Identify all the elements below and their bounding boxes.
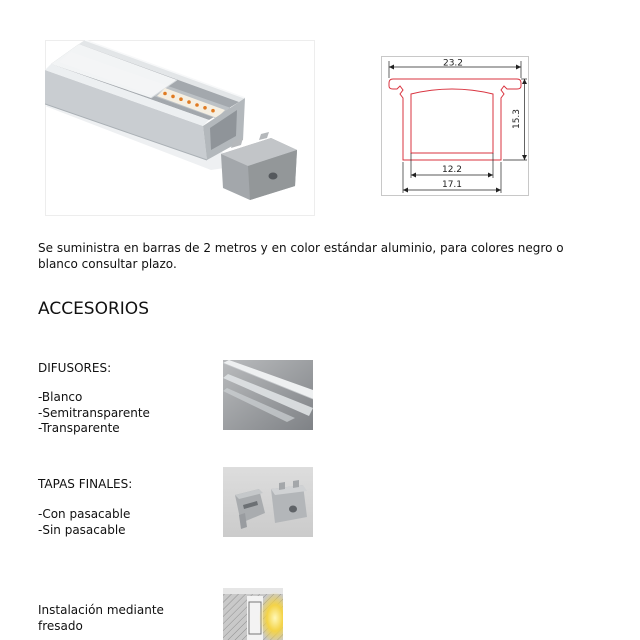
cable-hole [269,173,278,180]
description-line-1: Se suministra en barras de 2 metros y en color estándar aluminio, para colores negro o [38,241,564,255]
description-line-2: blanco consultar plazo. [38,257,177,271]
list-item: -Con pasacable [38,507,131,521]
cap-tab [279,482,285,490]
milled-installation-illustration [223,588,283,640]
list-item: -Blanco [38,390,83,404]
led-dot [187,100,191,104]
end-caps-illustration [223,467,313,537]
led-dot [171,95,175,99]
led-dot [211,109,215,113]
dim-outer-width-label: 17.1 [441,180,463,190]
diffuser-strips-illustration [223,360,313,430]
diffusers-heading: DIFUSORES: [38,361,112,375]
list-item: -Transparente [38,421,120,435]
end-caps-photo [223,467,313,537]
dim-height-label: 15.3 [512,108,522,130]
installation-line-1: Instalación mediante [38,603,164,617]
led-dot [195,103,199,107]
diffuser-photo [223,360,313,430]
led-dot [203,106,207,110]
led-dot [179,97,183,101]
installation-line-2: fresado [38,619,83,633]
list-item: -Sin pasacable [38,522,126,537]
aluminum-profile-illustration [45,40,315,216]
dim-top-width-label: 23.2 [442,58,464,69]
installation-photo [223,588,283,640]
profile-technical-drawing [381,56,529,196]
accessories-title: ACCESORIOS [38,299,149,319]
cap-hole [289,506,297,513]
list-item: -Semitransparente [38,405,150,420]
dim-inner-width-label: 12.2 [441,165,463,175]
cross-section-drawing [381,56,529,196]
product-photo [45,40,315,216]
led-dot [163,92,167,96]
diffusers-list [38,390,150,437]
end-caps-list [38,507,130,538]
cap-tab [293,480,299,488]
end-caps-heading: TAPAS FINALES: [38,477,133,491]
